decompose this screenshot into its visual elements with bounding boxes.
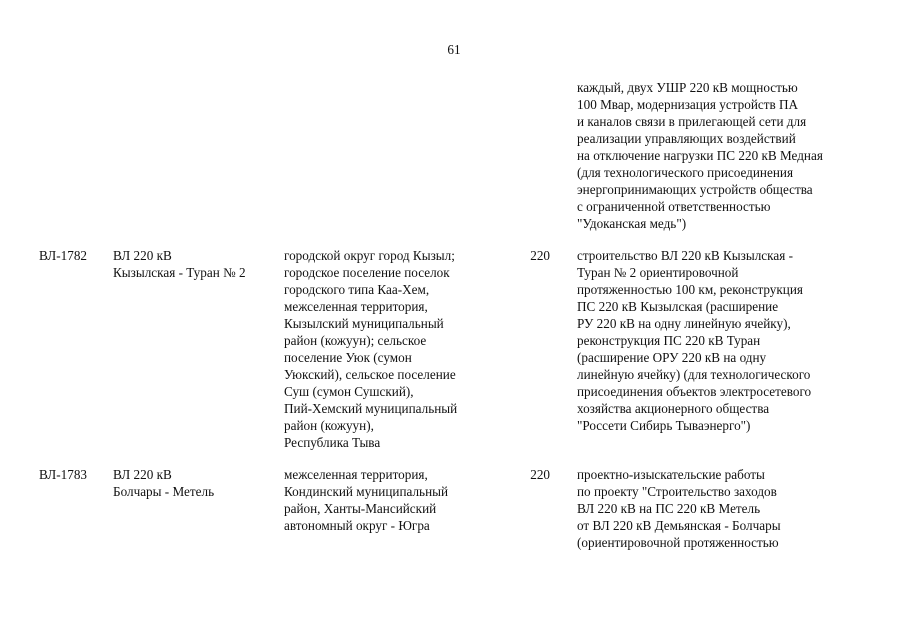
row-2-line-id: ВЛ-1783 — [39, 467, 88, 482]
page-number: 61 — [447, 42, 461, 57]
row-1-voltage: 220 — [530, 248, 550, 263]
row-1-line-name: ВЛ 220 кВ Кызылская - Туран № 2 — [113, 248, 246, 280]
row-1-work-description: строительство ВЛ 220 кВ Кызылская - Туран № 2 ориентировочной протяженностью 100 км, реконструкция ПС 220 кВ Кызылская (расширение РУ 220 кВ на одну линейную ячейку), реконструкция ПС 220 кВ Туран (расширение ОРУ 220 кВ на одну линейную ячейку) (для технологического присоединения объектов электросетевого хозяйства акционерного общества "Россети Сибирь Тываэнерго") — [577, 248, 812, 433]
row-2-line-name: ВЛ 220 кВ Болчары - Метель — [113, 467, 215, 499]
continued-work-description: каждый, двух УШР 220 кВ мощностью 100 Мвар, модернизация устройств ПА и каналов связи в прилегающей сети для реализации управляющих воздействий на отключение нагрузки ПС 220 кВ Медная (для технологического присоединения энергопринимающих устройств общества с ограниченной ответственностью "Удоканская медь") — [577, 80, 823, 231]
row-2-location: межселенная территория, Кондинский муниципальный район, Ханты-Мансийский автономный округ - Югра — [284, 467, 449, 533]
row-1-location: городской округ город Кызыл; городское поселение поселок городского типа Каа-Хем, межселенная территория, Кызылский муниципальный район (кожуун); сельское поселение Уюк (сумон Уюкский), сельское поселение Суш (сумон Сушский), Пий-Хемский муниципальный район (кожуун), Республика Тыва — [284, 248, 458, 450]
row-2-voltage: 220 — [530, 467, 550, 482]
row-2-work-description: проектно-изыскательские работы по проекту "Строительство заходов ВЛ 220 кВ на ПС 220 кВ Метель от ВЛ 220 кВ Демьянская - Болчары (ориентировочной протяженностью — [577, 467, 781, 550]
row-1-line-id: ВЛ-1782 — [39, 248, 88, 263]
